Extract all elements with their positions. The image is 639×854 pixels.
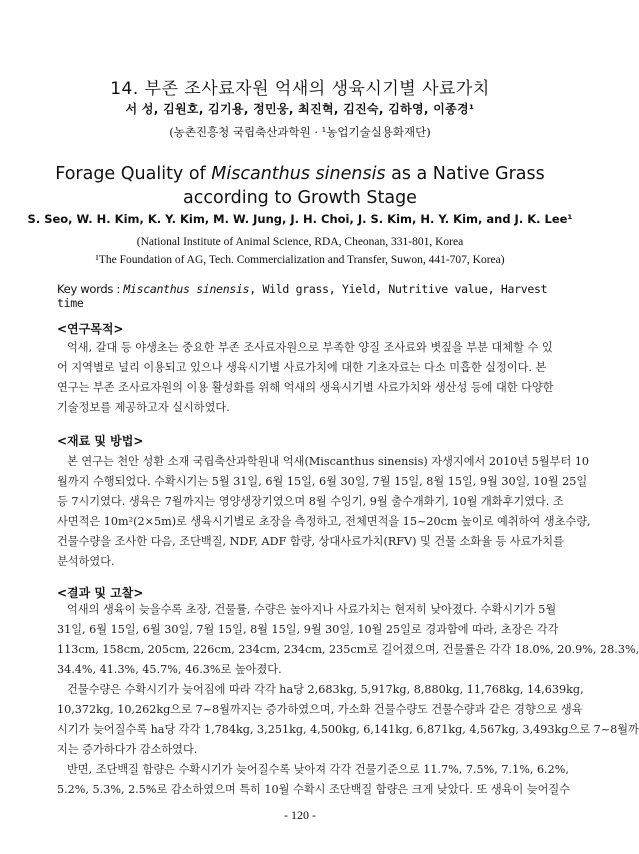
page-number: - 120 -: [284, 808, 316, 822]
results-line: 31일, 6월 15일, 6월 30일, 7월 15일, 8월 15일, 9월 30일, 10월 25일로 경과함에 따라, 초장은 각각: [57, 623, 559, 636]
results-line: 34.4%, 41.3%, 45.7%, 46.3%로 높아졌다.: [57, 663, 282, 676]
english-authors: S. Seo, W. H. Kim, K. Y. Kim, M. W. Jung, J. H. Choi, J. S. Kim, H. Y. Kim, and J. K. Lee¹: [27, 212, 573, 226]
objective-line: 연구는 부존 조사료자원의 이용 활성화를 위해 억새의 생육시기별 사료가치와 생산성 등에 대한 다양한: [57, 381, 554, 394]
results-line: 시기가 늦어질수록 ha당 각각 1,784kg, 3,251kg, 4,500kg, 6,141kg, 6,871kg, 4,567kg, 3,493kg으로 7~8월까: [57, 723, 639, 736]
english-title-pre: Forage Quality of: [55, 164, 212, 184]
results-line: 10,372kg, 10,262kg으로 7~8월까지는 증가하였으며, 가소화 건물수량도 건물수량과 같은 경향으로 생육: [57, 703, 583, 716]
objective-line: 억새, 갈대 등 야생초는 중요한 부존 조사료자원으로 부족한 양질 조사료와 볏짚을 부분 대체할 수 있: [67, 341, 553, 354]
english-title-line1: [0, 164, 600, 184]
results-paragraph: [57, 600, 639, 800]
english-title-species: Miscanthus sinensis: [211, 164, 386, 184]
results-line: 지는 증가하다가 감소하였다.: [57, 743, 198, 756]
korean-affiliation: (농촌진흥청 국립축산과학원 · ¹농업기술실용화재단): [169, 125, 431, 139]
objective-paragraph: [57, 338, 554, 418]
results-line: 억새의 생육이 늦을수록 초장, 건물률, 수량은 높아지나 사료가치는 현저히 낮아졌다. 수확시기가 5월: [67, 603, 557, 616]
keywords: [57, 282, 557, 310]
methods-line: 월까지 수행되었다. 수확시기는 5월 31일, 6월 15일, 6월 30일, 7월 15일, 8월 15일, 9월 30일, 10월 25일: [57, 475, 588, 488]
methods-paragraph: [57, 452, 591, 572]
english-title-post: as a Native Grass: [385, 164, 545, 184]
objective-line: 어 지역별로 널리 이용되고 있으나 생육시기별 사료가치에 대한 기초자료는 다소 미흡한 실정이다. 본: [57, 361, 547, 374]
keywords-species: Miscanthus sinensis: [123, 282, 250, 296]
results-line: 반면, 조단백질 함량은 수확시기가 늦어질수록 낮아져 각각 건물기준으로 11.7%, 7.5%, 7.1%, 6.2%,: [67, 763, 569, 776]
objective-heading: <연구목적>: [57, 322, 124, 336]
methods-line: 등 7시기였다. 생육은 7월까지는 영양생장기였으며 8월 수잉기, 9월 출수개화기, 10월 개화후기였다. 조: [57, 495, 564, 508]
methods-line: 건물수량을 조사한 다음, 조단백질, NDF, ADF 함량, 상대사료가치(RFV) 및 건물 소화율 등 사료가치를: [57, 535, 564, 548]
results-heading: <결과 및 고찰>: [57, 586, 144, 600]
results-line: 5.2%, 5.3%, 2.5%로 감소하였으며 특히 10월 수확시 조단백질 함량은 크게 낮았다. 또 생육이 늦어질수: [57, 783, 571, 796]
english-title-line2: according to Growth Stage: [183, 188, 417, 208]
english-affiliation-2: ¹The Foundation of AG, Tech. Commercialization and Transfer, Suwon, 441-707, Korea): [95, 254, 505, 266]
objective-line: 기술정보를 제공하고자 실시하였다.: [57, 401, 230, 414]
english-affiliation-1: (National Institute of Animal Science, RDA, Cheonan, 331-801, Korea: [136, 236, 464, 248]
results-line: 건물수량은 수확시기가 늦어짐에 따라 각각 ha당 2,683kg, 5,917kg, 8,880kg, 11,768kg, 14,639kg,: [67, 683, 584, 696]
methods-line: 사면적은 10m²(2×5m)로 생육시기별로 초장을 측정하고, 전체면적을 15~20cm 높이로 예취하여 생초수량,: [57, 515, 591, 528]
korean-title: 14. 부존 조사료자원 억새의 생육시기별 사료가치: [110, 79, 490, 99]
korean-authors: 서 성, 김원호, 김기용, 정민웅, 최진혁, 김진숙, 김하영, 이종경¹: [125, 102, 475, 116]
methods-line: 분석하였다.: [57, 555, 115, 568]
keywords-label: Key words :: [57, 282, 124, 296]
methods-line: 본 연구는 천안 성환 소재 국립축산과학원내 억새(Miscanthus sinensis) 자생지에서 2010년 5월부터 10: [67, 455, 590, 468]
keywords-rest: , Wild grass, Yield, Nutritive value, Harvest time: [57, 282, 548, 310]
methods-heading: <재료 및 방법>: [57, 434, 144, 448]
results-line: 113cm, 158cm, 205cm, 226cm, 234cm, 234cm, 235cm로 길어졌으며, 건물률은 각각 18.0%, 20.9%, 28.3%,: [57, 643, 639, 656]
